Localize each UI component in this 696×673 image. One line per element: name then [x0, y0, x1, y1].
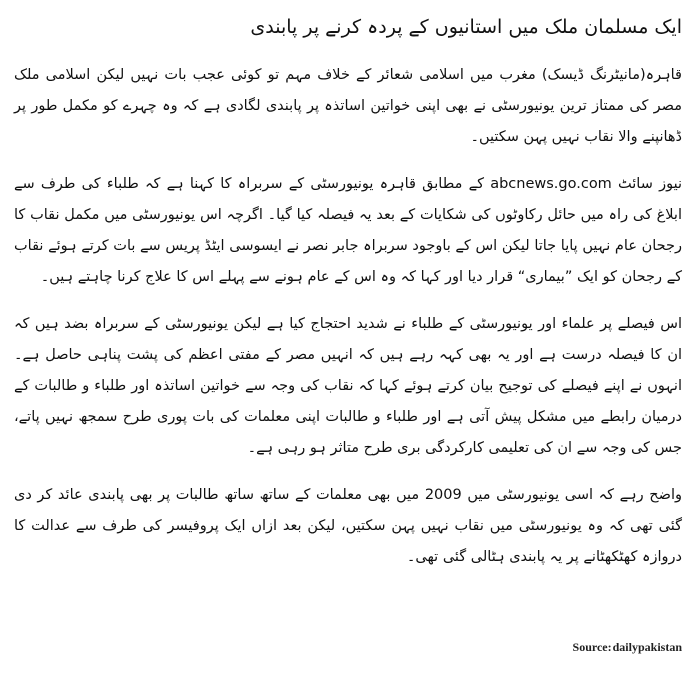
article [14, 12, 682, 589]
article-paragraph-4: واضح رہے کہ اسی یونیورسٹی میں 2009 میں بھی معلمات کے ساتھ ساتھ طالبات پر بھی پابندی عائد کر دی گئی تھی کہ وہ یونیورسٹی میں نقاب نہیں پہن سکتیں، لیکن بعد ازاں ایک پروفیسر کی طرف سے عدالت کا دروازہ کھٹکھٹانے پر یہ پابندی ہٹالی گئی تھی۔ [14, 487, 682, 565]
article-paragraph-3: اس فیصلے پر علماء اور یونیورسٹی کے طلباء نے شدید احتجاج کیا ہے لیکن یونیورسٹی کے سربراہ بضد ہیں کہ ان کا فیصلہ درست ہے اور یہ بھی کہہ رہے ہیں کہ انہیں مصر کے مفتی اعظم کی پشت پناہی حاصل ہے۔ انہوں نے اپنے فیصلے کی توجیح بیان کرتے ہوئے کہا کہ نقاب کی وجہ سے خواتین اساتذہ اور طلباء و طالبات کے درمیان رابطے میں مشکل پیش آتی ہے اور طلباء و طالبات اپنی معلمات کی بات پوری طرح سمجھ نہیں پاتے، جس کی وجہ سے ان کی تعلیمی کارکردگی بری طرح متاثر ہو رہی ہے۔ [14, 316, 682, 456]
source-name: dailypakistan [612, 640, 682, 654]
article-title: ایک مسلمان ملک میں استانیوں کے پردہ کرنے پر پابندی [250, 16, 682, 38]
article-paragraph-1: قاہرہ(مانیٹرنگ ڈیسک) مغرب میں اسلامی شعائر کے خلاف مہم تو کوئی عجب بات نہیں لیکن اسلامی ملک مصر کی ممتاز ترین یونیورسٹی نے بھی اپنی خواتین اساتذہ پر پابندی لگادی ہے کہ وہ چہرے کو مکمل طور پر ڈھانپنے والا نقاب نہیں پہن سکتیں۔ [14, 67, 682, 145]
article-paragraph-2: نیوز سائٹ abcnews.go.com کے مطابق قاہرہ یونیورسٹی کے سربراہ کا کہنا ہے کہ طلباء کی طرف سے ابلاغ کی راہ میں حائل رکاوٹوں کی شکایات کے بعد یہ فیصلہ کیا گیا۔ اگرچہ اس یونیورسٹی میں مکمل نقاب کا رجحان عام نہیں پایا جاتا لیکن اس کے باوجود سربراہ جابر نصر نے ایسوسی ایٹڈ پریس سے بات کرتے ہوئے نقاب کے رجحان کو ایک ”بیماری“ قرار دیا اور کہا کہ وہ اس کے عام ہونے سے پہلے اس کا علاج کرنا چاہتے ہیں۔ [14, 176, 682, 285]
source-label: Source: [572, 640, 612, 654]
source-credit [534, 640, 682, 655]
